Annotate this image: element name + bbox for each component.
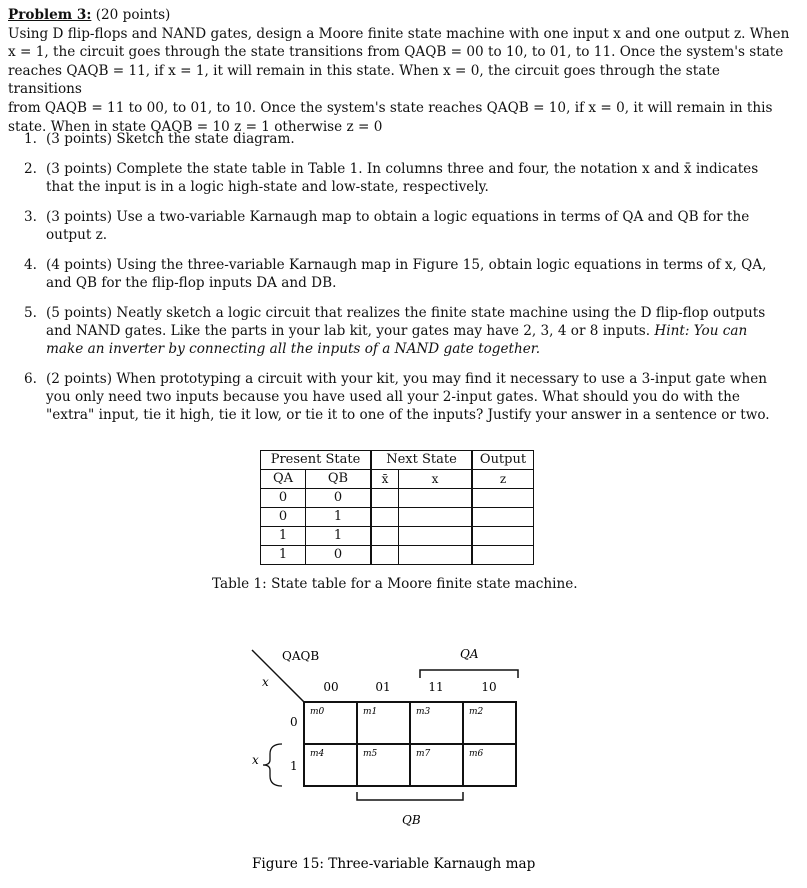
empty-cell — [371, 508, 399, 527]
qb-cell: 1 — [306, 508, 372, 527]
question-text: (3 points) Complete the state table in Table 1. In columns three and four, the notation x and x̄ indicates that the input is in a logic high-state and low-state, respectively. — [46, 161, 759, 195]
empty-cell — [472, 527, 534, 546]
question-number: 6. — [24, 371, 37, 387]
kmap-cell-minterm: m0 — [310, 707, 325, 717]
z-header: z — [472, 470, 534, 489]
next-state-header: Next State — [371, 451, 472, 470]
kmap-corner-left: x — [262, 675, 269, 689]
question-number: 3. — [24, 209, 37, 225]
empty-cell — [371, 546, 399, 565]
problem-line-5: state. When in state QAQB = 10 z = 1 otherwise z = 0 — [8, 118, 383, 135]
kmap-cell-minterm: m6 — [469, 749, 484, 759]
qb-header: QB — [306, 470, 372, 489]
empty-cell — [472, 489, 534, 508]
empty-cell — [399, 527, 473, 546]
empty-cell — [399, 489, 473, 508]
question-item — [24, 130, 772, 148]
problem-line-1: Using D flip-flops and NAND gates, design a Moore finite state machine with one input x and one output z. When — [8, 25, 790, 42]
empty-cell — [399, 508, 473, 527]
kmap-bracket-top-label: QA — [460, 647, 479, 661]
qa-header: QA — [261, 470, 306, 489]
question-number: 2. — [24, 161, 37, 177]
kmap-row-label: 0 — [290, 715, 298, 729]
state-table — [260, 450, 534, 565]
kmap-bracket-left-label: x — [252, 753, 259, 767]
question-list — [24, 130, 772, 436]
kmap-cell-minterm: m5 — [363, 749, 378, 759]
table-row — [261, 508, 534, 527]
empty-cell — [472, 546, 534, 565]
question-text: (4 points) Using the three-variable Karnaugh map in Figure 15, obtain logic equations in terms of x, QA, and QB for the flip-flop inputs DA and DB. — [46, 257, 767, 291]
question-number: 1. — [24, 131, 37, 147]
table-header-row — [261, 451, 534, 470]
question-item — [24, 208, 772, 244]
qa-cell: 1 — [261, 546, 306, 565]
kmap-col-label: 01 — [375, 680, 391, 694]
present-state-header: Present State — [261, 451, 372, 470]
question-item — [24, 256, 772, 292]
problem-title: Problem 3: — [8, 7, 92, 23]
kmap-cell-minterm: m4 — [310, 749, 325, 759]
question-text — [46, 304, 772, 358]
problem-line-4: from QAQB = 11 to 00, to 01, to 10. Once the system's state reaches QAQB = 10, if x = 0, it will remain in this — [8, 99, 773, 116]
question-item — [24, 160, 772, 196]
figure-caption: Figure 15: Three-variable Karnaugh map — [252, 856, 536, 872]
question-body: (5 points) Neatly sketch a logic circuit that realizes the finite state machine using the D flip-flop outputs and NAND gates. Like the parts in your lab kit, your gates may have 2, 3, 4 or 8 inputs. — [46, 305, 766, 339]
table-row — [261, 546, 534, 565]
kmap-bracket-top — [420, 670, 518, 678]
qa-cell: 0 — [261, 489, 306, 508]
kmap-corner-top: QAQB — [282, 649, 320, 663]
qa-cell: 0 — [261, 508, 306, 527]
empty-cell — [399, 546, 473, 565]
kmap-col-label: 10 — [481, 680, 497, 694]
qb-cell: 0 — [306, 489, 372, 508]
question-hint: Hint: You can make an inverter by connecting all the inputs of a NAND gate together. — [46, 323, 748, 357]
table-row — [261, 527, 534, 546]
kmap-bracket-bottom — [357, 792, 463, 800]
kmap-bracket-bottom-label: QB — [402, 813, 421, 827]
xbar-header: x̄ — [371, 470, 399, 489]
question-text: (2 points) When prototyping a circuit with your kit, you may find it necessary to use a 3-input gate when you only need two inputs because you have used all your 2-input gates. What should you do with the "extra" input, tie it high, tie it low, or tie it to one of the inputs? Justify your answer in a sentence or two. — [46, 371, 770, 423]
kmap-col-label: 00 — [323, 680, 339, 694]
kmap-bracket-left — [263, 744, 282, 786]
table-row — [261, 489, 534, 508]
kmap-cell-minterm: m3 — [416, 707, 431, 717]
kmap-cell-minterm: m2 — [469, 707, 484, 717]
problem-heading — [8, 6, 798, 25]
question-item — [24, 304, 772, 358]
qa-cell: 1 — [261, 527, 306, 546]
x-header: x — [399, 470, 473, 489]
kmap-cell-minterm: m7 — [416, 749, 431, 759]
empty-cell — [472, 508, 534, 527]
qb-cell: 1 — [306, 527, 372, 546]
question-number: 4. — [24, 257, 37, 273]
output-header: Output — [472, 451, 534, 470]
empty-cell — [371, 527, 399, 546]
kmap-cell-minterm: m1 — [363, 707, 378, 717]
empty-cell — [371, 489, 399, 508]
question-item — [24, 370, 772, 424]
problem-statement — [8, 6, 798, 136]
problem-points: (20 points) — [95, 7, 171, 23]
kmap-row-label: 1 — [290, 759, 298, 773]
question-text: (3 points) Use a two-variable Karnaugh map to obtain a logic equations in terms of QA and QB for the output z. — [46, 209, 750, 243]
kmap-col-label: 11 — [428, 680, 444, 694]
problem-line-2: x = 1, the circuit goes through the state transitions from QAQB = 00 to 10, to 01, to 11. Once the system's state — [8, 44, 784, 61]
question-text: (3 points) Sketch the state diagram. — [46, 131, 295, 147]
qb-cell: 0 — [306, 546, 372, 565]
table-subheader-row — [261, 470, 534, 489]
problem-line-3: reaches QAQB = 11, if x = 1, it will remain in this state. When x = 0, the circuit goes through the state transitions — [8, 62, 720, 98]
question-number: 5. — [24, 305, 37, 321]
karnaugh-map — [0, 620, 807, 888]
table-caption: Table 1: State table for a Moore finite state machine. — [212, 576, 578, 592]
